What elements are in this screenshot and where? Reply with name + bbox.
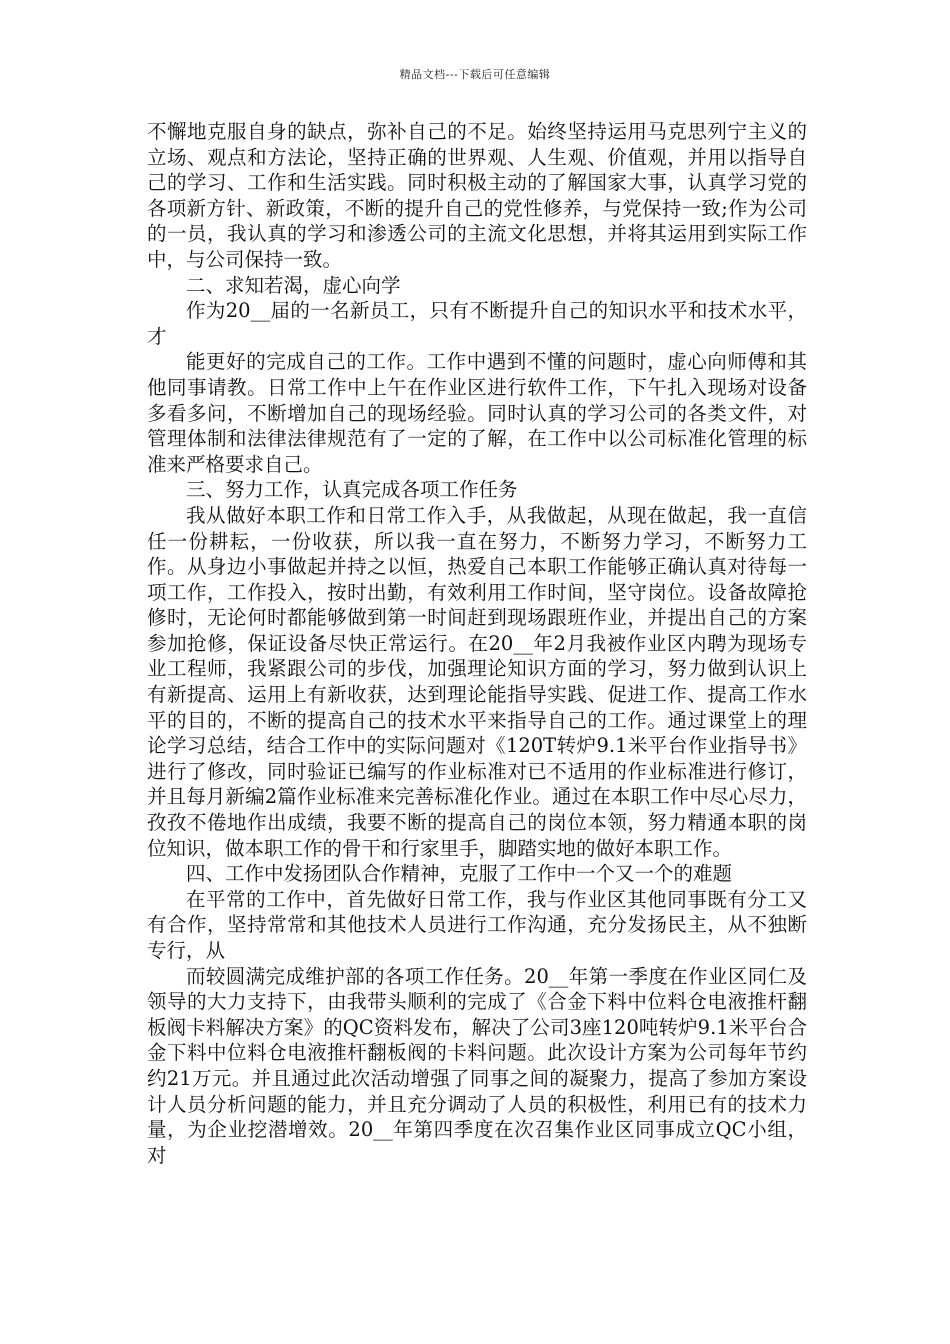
section-heading-4: 四、工作中发扬团队合作精神，克服了工作中一个又一个的难题 — [186, 862, 733, 886]
paragraph: 我从做好本职工作和日常工作入手，从我做起，从现在做起，我一直信任一份耕耘，一份收获，所以我一直在努力，不断努力学习，不断努力工作。从身边小事做起并持之以恒，热爱自己本职工作能够正确认真对待每一项工作，工作投入，按时出勤，有效利用工作时间，坚守岗位。设备故障抢修时，无论何时都能够做到第一时间赶到现场跟班作业，并提出自己的方案参加抢修，保证设备尽快正常运行。在20__年2月我被作业区内聘为现场专业工程师，我紧跟公司的步伐，加强理论知识方面的学习，努力做到认识上有新提高、运用上有新收获，达到理论能指导实践、促进工作、提高工作水平的目的，不断的提高自己的技术水平来指导自己的工作。通过课堂上的理论学习总结，结合工作中的实际问题对《120T转炉9.1米平台作业指导书》进行了修改，同时验证已编写的作业标准对已不适用的作业标准进行修订，并且每月新编2篇作业标准来完善标准化作业。通过在本职工作中尽心尽力，孜孜不倦地作出成绩，我要不断的提高自己的岗位本领，努力精通本职的岗位知识，做本职工作的骨干和行家里手，脚踏实地的做好本职工作。 — [147, 503, 807, 860]
paragraph: 而较圆满完成维护部的各项工作任务。20__年第一季度在作业区同仁及领导的大力支持下，由我带头顺利的完成了《合金下料中位料仓电液推杆翻板阀卡料解决方案》的QC资料发布，解决了公司3座120吨转炉9.1米平台合金下料中位料仓电液推杆翻板阀的卡料问题。此次设计方案为公司每年节约约21万元。并且通过此次活动增强了同事之间的凝聚力，提高了参加方案设计人员分析问题的能力，并且充分调动了人员的积极性，利用已有的技术力量，为企业挖潜增效。20__年第四季度在次召集作业区同事成立QC小组，对 — [147, 964, 807, 1167]
section-heading-2: 二、求知若渴，虚心向学 — [186, 273, 401, 297]
document-body — [147, 119, 807, 1168]
paragraph: 在平常的工作中，首先做好日常工作，我与作业区其他同事既有分工又有合作，坚持常常和其他技术人员进行工作沟通，充分发扬民主，从不独断专行，从 — [147, 887, 807, 962]
paragraph: 能更好的完成自己的工作。工作中遇到不懂的问题时，虚心向师傅和其他同事请教。日常工作中上午在作业区进行软件工作，下午扎入现场对设备多看多问，不断增加自己的现场经验。同时认真的学习公司的各类文件，对管理体制和法律法律规范有了一定的了解，在工作中以公司标准化管理的标准来严格要求自己。 — [147, 350, 807, 476]
page-header: 精品文档---下载后可任意编辑 — [399, 68, 551, 81]
section-heading-3: 三、努力工作，认真完成各项工作任务 — [186, 478, 518, 502]
paragraph: 作为20__届的一名新员工，只有不断提升自己的知识水平和技术水平，才 — [147, 299, 807, 348]
paragraph-continued: 不懈地克服自身的缺点，弥补自己的不足。始终坚持运用马克思列宁主义的立场、观点和方法论，坚持正确的世界观、人生观、价值观，并用以指导自己的学习、工作和生活实践。同时积极主动的了解国家大事，认真学习党的各项新方针、新政策，不断的提升自己的党性修养，与党保持一致;作为公司的一员，我认真的学习和渗透公司的主流文化思想，并将其运用到实际工作中，与公司保持一致。 — [147, 120, 807, 271]
